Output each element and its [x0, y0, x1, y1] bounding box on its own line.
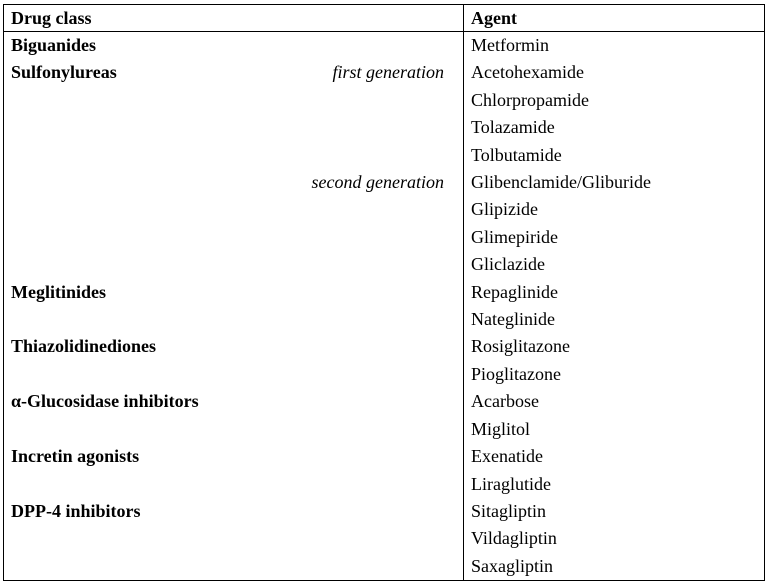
agent-cell: Chlorpropamide [464, 87, 765, 114]
table-row [4, 498, 765, 525]
table-row [4, 87, 765, 114]
drug-class-cell [4, 196, 464, 223]
agent-cell: Glipizide [464, 196, 765, 223]
drug-class-name: α-Glucosidase inhibitors [11, 391, 199, 412]
drug-class-cell [4, 279, 464, 306]
agent-cell: Pioglitazone [464, 361, 765, 388]
table-row [4, 388, 765, 415]
drug-class-cell [4, 333, 464, 360]
agent-cell: Exenatide [464, 443, 765, 470]
drug-class-name: Incretin agonists [11, 446, 140, 467]
drug-class-table [3, 4, 765, 581]
drug-class-cell [4, 361, 464, 388]
drug-class-cell [4, 498, 464, 525]
drug-class-cell [4, 224, 464, 251]
table-body [4, 32, 765, 581]
agent-cell: Metformin [464, 32, 765, 60]
table-row [4, 114, 765, 141]
agent-cell: Nateglinide [464, 306, 765, 333]
drug-class-cell [4, 306, 464, 333]
header-drug-class: Drug class [4, 5, 464, 32]
drug-class-cell [4, 443, 464, 470]
table-row [4, 443, 765, 470]
agent-cell: Saxagliptin [464, 553, 765, 581]
drug-class-cell [4, 251, 464, 278]
drug-class-cell [4, 416, 464, 443]
agent-cell: Acetohexamide [464, 59, 765, 86]
drug-class-cell [4, 59, 464, 86]
drug-class-name: Meglitinides [11, 281, 106, 302]
generation-label: first generation [332, 62, 444, 83]
drug-class-cell [4, 388, 464, 415]
drug-class-name: Sulfonylureas [11, 62, 117, 83]
generation-label: second generation [311, 172, 444, 193]
agent-cell: Repaglinide [464, 279, 765, 306]
drug-class-cell [4, 114, 464, 141]
drug-class-cell [4, 32, 464, 60]
table-row [4, 333, 765, 360]
table-row [4, 471, 765, 498]
agent-cell: Rosiglitazone [464, 333, 765, 360]
agent-cell: Glibenclamide/Gliburide [464, 169, 765, 196]
drug-class-name: Biguanides [11, 35, 97, 55]
agent-cell: Liraglutide [464, 471, 765, 498]
table-row [4, 251, 765, 278]
table-row [4, 525, 765, 552]
table-row [4, 306, 765, 333]
agent-cell: Tolbutamide [464, 142, 765, 169]
agent-cell: Glimepiride [464, 224, 765, 251]
agent-cell: Gliclazide [464, 251, 765, 278]
table-row [4, 224, 765, 251]
drug-class-cell [4, 142, 464, 169]
drug-class-name: Thiazolidinediones [11, 336, 157, 357]
header-agent: Agent [464, 5, 765, 32]
drug-class-cell [4, 87, 464, 114]
agent-cell: Vildagliptin [464, 525, 765, 552]
table-row [4, 59, 765, 86]
agent-cell: Tolazamide [464, 114, 765, 141]
table-header-row [4, 5, 765, 32]
table-row [4, 169, 765, 196]
table-row [4, 196, 765, 223]
agent-cell: Sitagliptin [464, 498, 765, 525]
drug-class-cell [4, 553, 464, 581]
drug-class-cell [4, 525, 464, 552]
drug-class-cell [4, 169, 464, 196]
agent-cell: Miglitol [464, 416, 765, 443]
table-row [4, 553, 765, 581]
drug-class-cell [4, 471, 464, 498]
table-row [4, 142, 765, 169]
table-row [4, 361, 765, 388]
table-row [4, 279, 765, 306]
drug-class-name: DPP-4 inhibitors [11, 500, 141, 521]
table-row [4, 32, 765, 60]
agent-cell: Acarbose [464, 388, 765, 415]
table-row [4, 416, 765, 443]
